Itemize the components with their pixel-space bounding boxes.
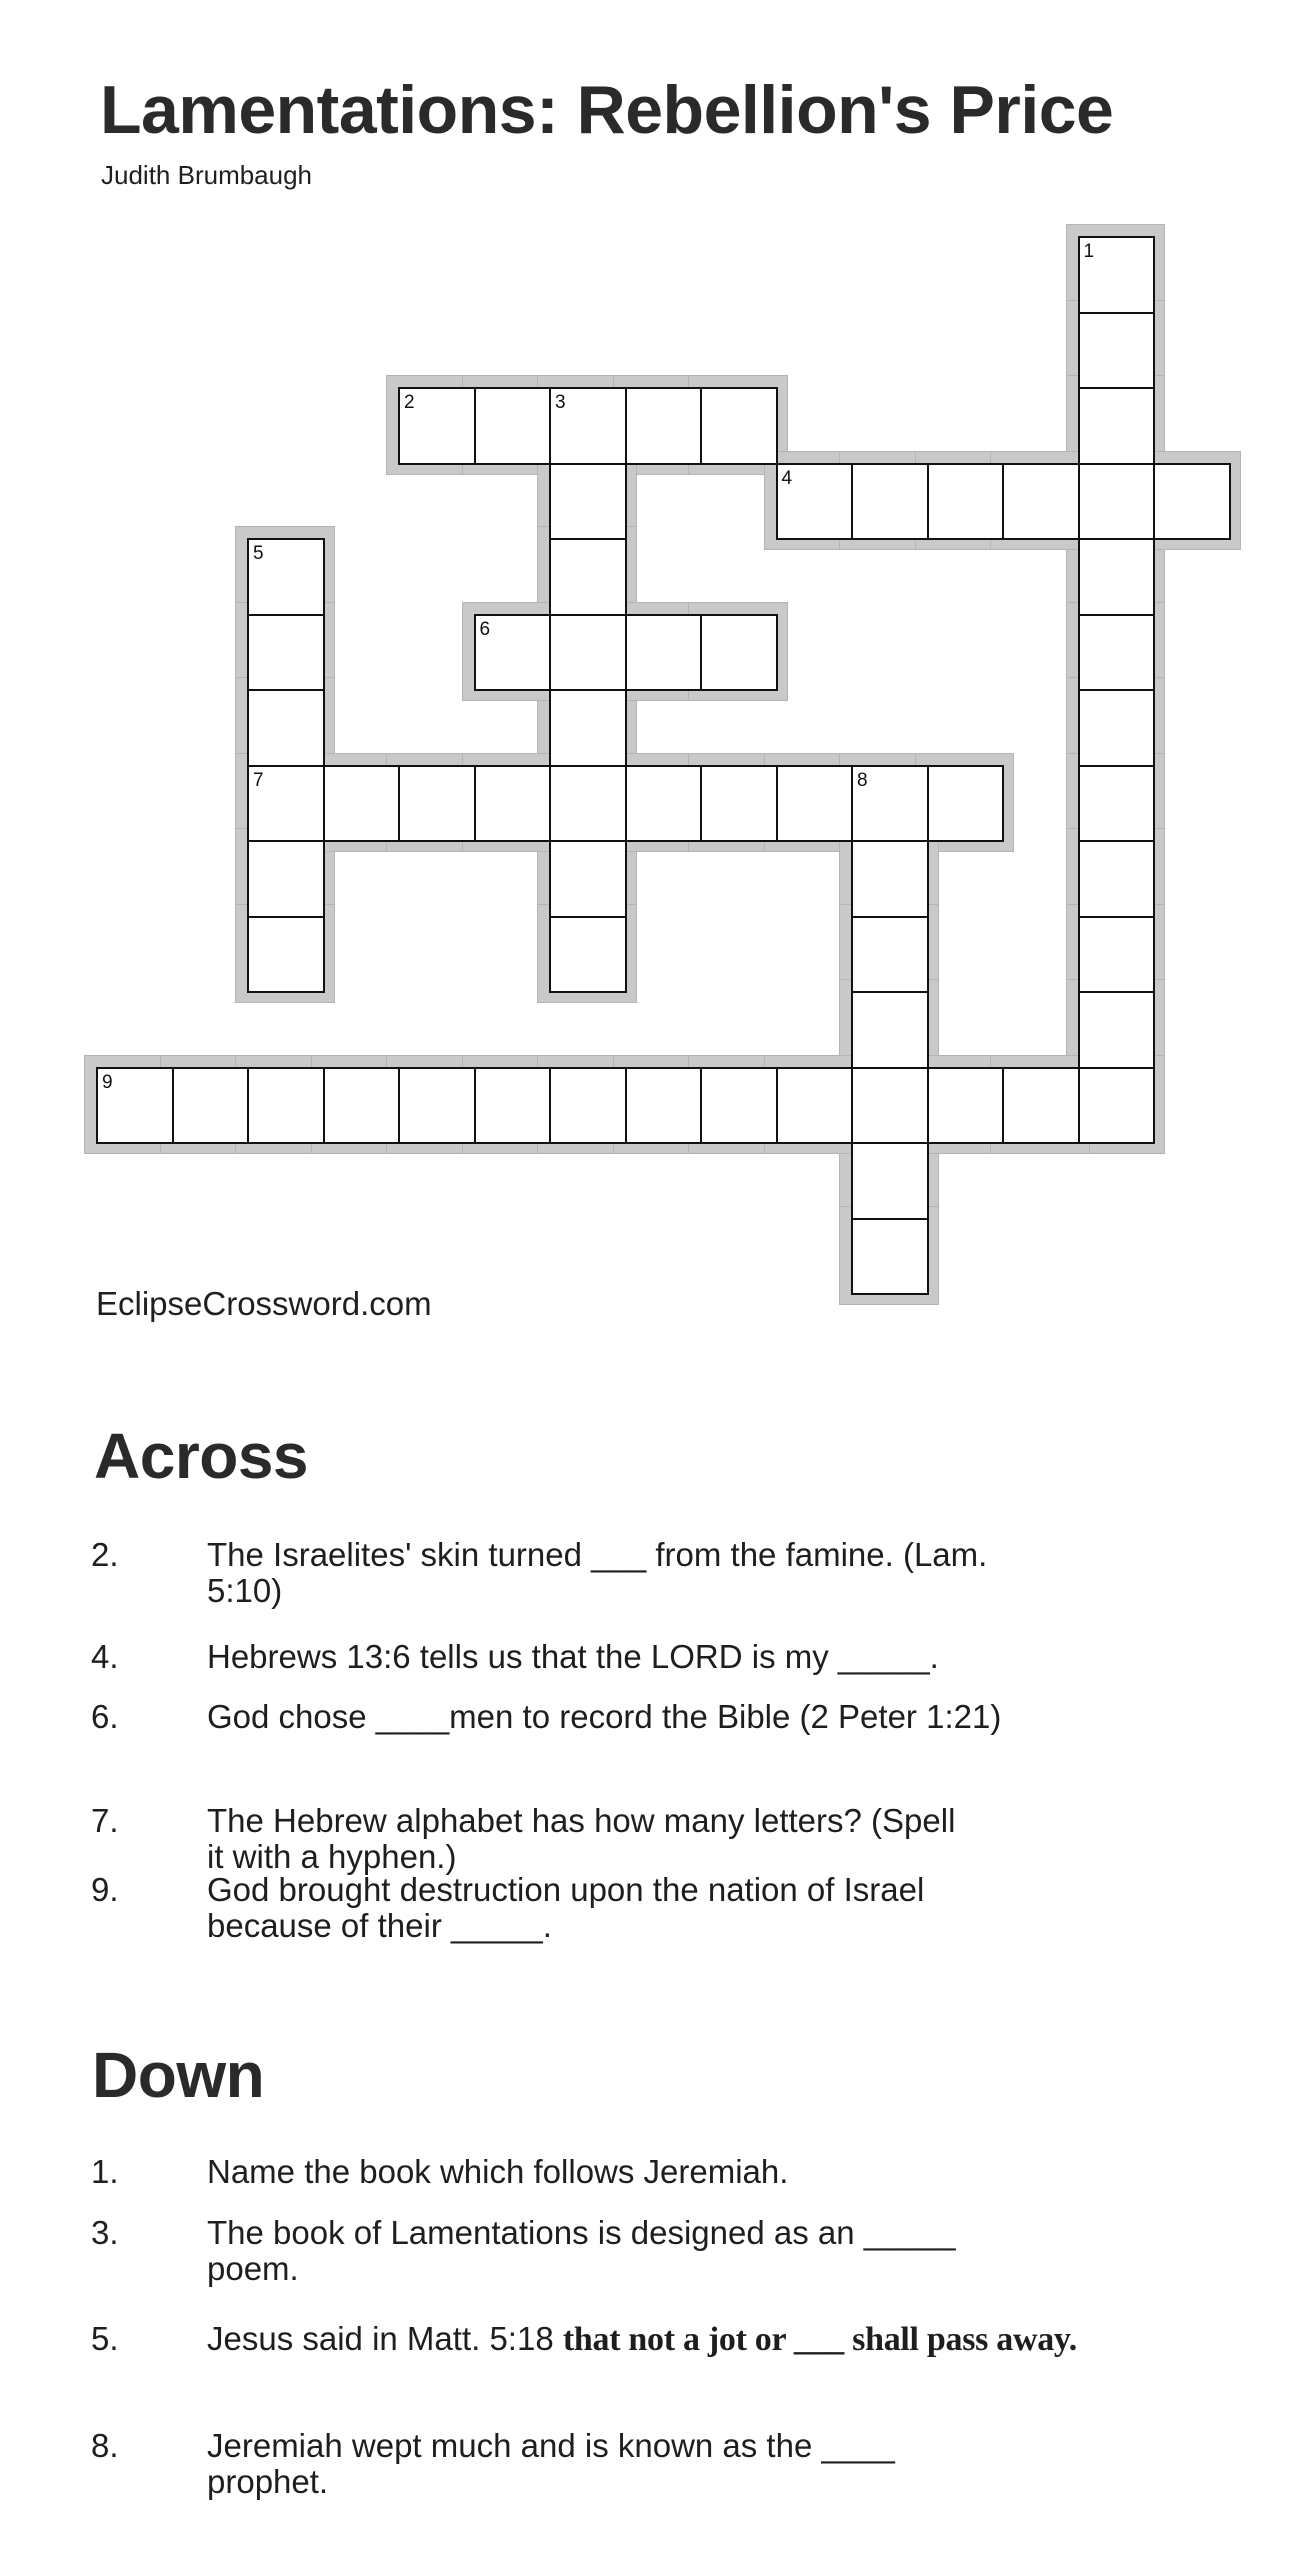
clue-text: God brought destruction upon the nation of Israel because of their _____. <box>207 1871 925 1944</box>
grid-cell[interactable] <box>851 991 929 1069</box>
clue-number: 9. <box>91 1871 119 1908</box>
grid-cell[interactable] <box>1153 463 1231 541</box>
grid-cell[interactable] <box>398 1067 476 1145</box>
grid-cell[interactable] <box>474 765 552 843</box>
cell-number: 9 <box>102 1071 113 1093</box>
cell-number: 5 <box>253 543 264 564</box>
down-clue-8 <box>91 2428 1091 2500</box>
grid-cell[interactable] <box>1002 1067 1080 1145</box>
puzzle-title: Lamentations: Rebellion's Price <box>100 72 1114 148</box>
clue-text-sans: Jesus said in Matt. 5:18 <box>207 2320 563 2357</box>
grid-cell[interactable] <box>851 840 929 918</box>
grid-cell[interactable] <box>549 689 627 767</box>
grid-cell[interactable] <box>1078 614 1156 692</box>
clue-text: Jeremiah wept much and is known as the ____ prophet. <box>207 2427 895 2500</box>
grid-cell[interactable] <box>625 614 703 692</box>
grid-cell[interactable] <box>700 614 778 692</box>
across-heading: Across <box>94 1420 308 1492</box>
grid-cell[interactable] <box>625 765 703 843</box>
grid-cell[interactable] <box>247 614 325 692</box>
grid-cell[interactable] <box>323 765 401 843</box>
cell-number: 7 <box>253 769 264 791</box>
grid-cell[interactable] <box>700 765 778 843</box>
across-clue-7 <box>91 1803 1091 1875</box>
site-credit: EclipseCrossword.com <box>96 1285 432 1322</box>
grid-cell[interactable] <box>927 765 1005 843</box>
grid-cell[interactable] <box>1002 463 1080 541</box>
grid-cell[interactable] <box>549 387 627 465</box>
grid-cell[interactable] <box>851 765 929 843</box>
grid-cell[interactable] <box>1078 1067 1156 1145</box>
clue-text: The Israelites' skin turned ___ from the famine. (Lam. 5:10) <box>207 1536 988 1609</box>
grid-cell[interactable] <box>247 689 325 767</box>
grid-cell[interactable] <box>851 1067 929 1145</box>
puzzle-author: Judith Brumbaugh <box>101 160 313 190</box>
grid-cell[interactable] <box>776 1067 854 1145</box>
clue-number: 3. <box>91 2214 119 2251</box>
grid-cell[interactable] <box>1078 991 1156 1069</box>
grid-cell[interactable] <box>323 1067 401 1145</box>
down-clue-5 <box>91 2318 1091 2361</box>
grid-cell[interactable] <box>1078 236 1156 314</box>
clue-text: Name the book which follows Jeremiah. <box>207 2153 789 2190</box>
grid-cell[interactable] <box>1078 463 1156 541</box>
grid-cell[interactable] <box>1078 916 1156 994</box>
clue-number: 6. <box>91 1698 119 1735</box>
across-clue-4 <box>91 1639 1091 1675</box>
clue-text <box>207 2318 1107 2361</box>
clue-number: 5. <box>91 2320 119 2357</box>
grid-cell[interactable] <box>247 765 325 843</box>
grid-cell[interactable] <box>474 1067 552 1145</box>
cell-number: 3 <box>555 392 566 413</box>
down-heading: Down <box>92 2039 265 2111</box>
grid-cell[interactable] <box>1078 765 1156 843</box>
grid-cell[interactable] <box>549 916 627 994</box>
grid-cell[interactable] <box>700 1067 778 1145</box>
grid-cell[interactable] <box>851 1142 929 1220</box>
grid-cell[interactable] <box>1078 312 1156 390</box>
grid-cell[interactable] <box>927 463 1005 541</box>
down-clue-1 <box>91 2154 1091 2190</box>
clue-text-serif-bold: that not a jot or ___ shall pass away. <box>562 2321 1077 2358</box>
grid-cell[interactable] <box>927 1067 1005 1145</box>
grid-cell[interactable] <box>172 1067 250 1145</box>
grid-cell[interactable] <box>247 538 325 616</box>
grid-cell[interactable] <box>247 1067 325 1145</box>
cell-number: 6 <box>479 618 491 640</box>
grid-cell[interactable] <box>549 463 627 541</box>
grid-cell[interactable] <box>398 765 476 843</box>
grid-cell[interactable] <box>1078 538 1156 616</box>
grid-cell[interactable] <box>549 765 627 843</box>
clue-text: Hebrews 13:6 tells us that the LORD is my _____. <box>207 1638 939 1675</box>
grid-cell[interactable] <box>247 840 325 918</box>
cell-number: 1 <box>1083 241 1095 262</box>
grid-cell[interactable] <box>549 1067 627 1145</box>
grid-cell[interactable] <box>1078 387 1156 465</box>
grid-cell[interactable] <box>700 387 778 465</box>
grid-cell[interactable] <box>851 916 929 994</box>
down-clue-3 <box>91 2215 1091 2287</box>
grid-cell[interactable] <box>549 538 627 616</box>
grid-cell[interactable] <box>549 840 627 918</box>
clue-text: The Hebrew alphabet has how many letters? (Spell it with a hyphen.) <box>207 1802 956 1875</box>
grid-cell[interactable] <box>1078 840 1156 918</box>
cell-number: 8 <box>857 769 868 791</box>
clue-number: 4. <box>91 1638 119 1675</box>
clue-number: 7. <box>91 1802 119 1839</box>
grid-cell[interactable] <box>625 1067 703 1145</box>
across-clue-9 <box>91 1872 1091 1944</box>
grid-cell[interactable] <box>398 387 476 465</box>
grid-cell[interactable] <box>549 614 627 692</box>
grid-cell[interactable] <box>474 614 552 692</box>
grid-cell[interactable] <box>247 916 325 994</box>
cell-number: 4 <box>781 467 793 489</box>
grid-cell[interactable] <box>625 387 703 465</box>
grid-cell[interactable] <box>1078 689 1156 767</box>
grid-cell[interactable] <box>96 1067 174 1145</box>
grid-cell[interactable] <box>776 463 854 541</box>
clue-text: The book of Lamentations is designed as an _____ poem. <box>207 2214 956 2287</box>
clue-number: 8. <box>91 2427 119 2464</box>
cell-number: 2 <box>404 392 415 413</box>
grid-cell[interactable] <box>776 765 854 843</box>
grid-cell[interactable] <box>474 387 552 465</box>
across-clue-2 <box>91 1537 1091 1609</box>
clue-number: 1. <box>91 2153 119 2190</box>
grid-cell[interactable] <box>851 1218 929 1296</box>
clue-number: 2. <box>91 1536 119 1573</box>
clue-text: God chose ____men to record the Bible (2 Peter 1:21) <box>207 1698 1002 1735</box>
grid-cell[interactable] <box>851 463 929 541</box>
across-clue-6 <box>91 1699 1091 1735</box>
